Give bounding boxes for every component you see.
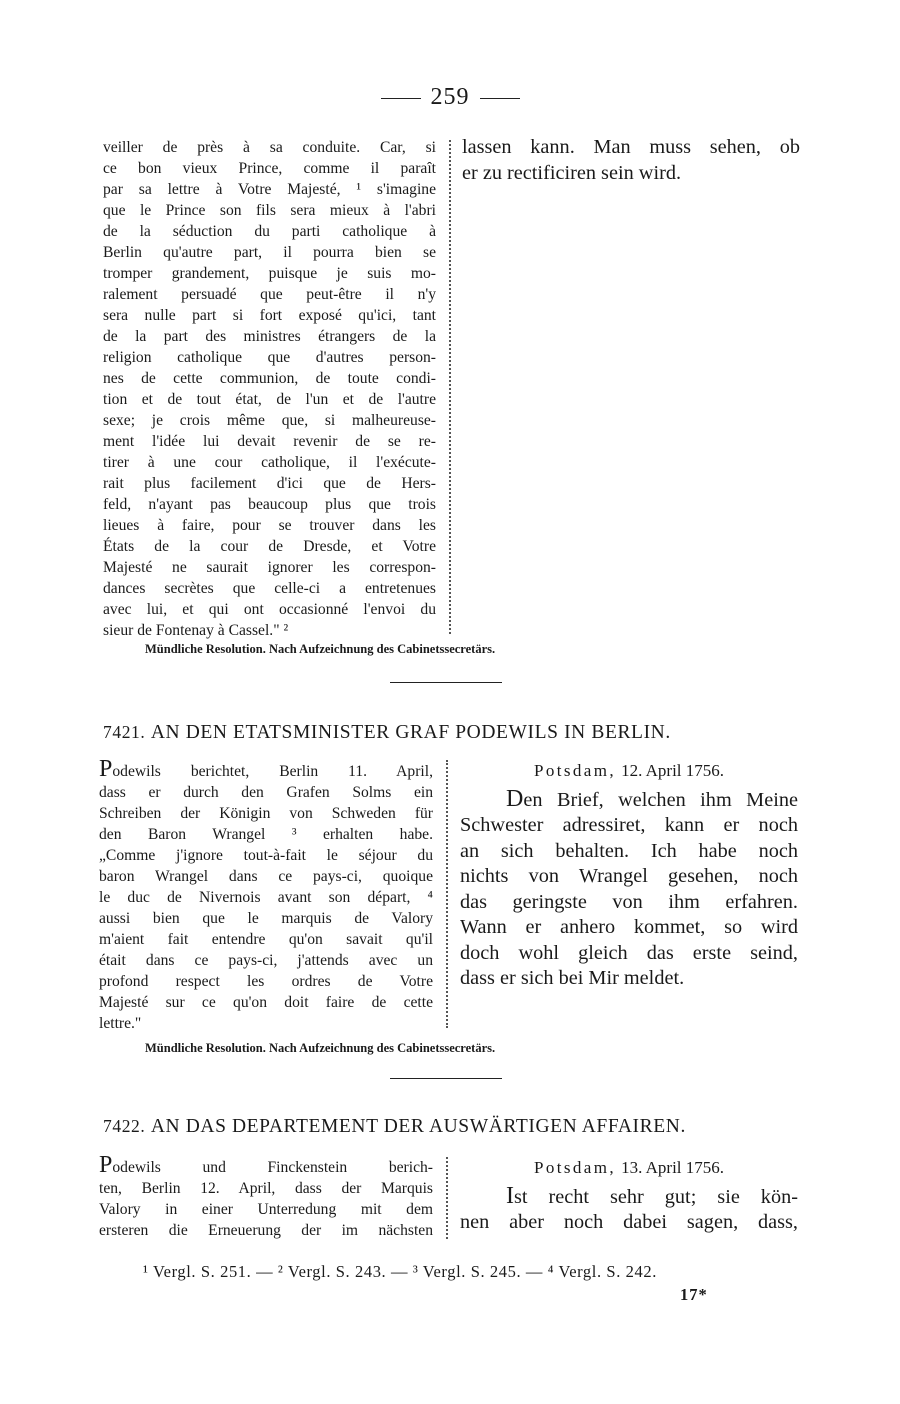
text-line: ten, Berlin 12. April, dass der Marquis <box>99 1180 433 1197</box>
text-line: sera nulle part si fort exposé qu'ici, tant <box>103 307 436 324</box>
text-line: le duc de Nivernois avant son départ, ⁴ <box>99 889 433 906</box>
text-line: tirer à une cour catholique, il l'exécute- <box>103 454 436 471</box>
text-line: veiller de près à sa conduite. Car, si <box>103 139 436 156</box>
footnotes: ¹ Vergl. S. 251. — ² Vergl. S. 243. — ³ Vergl. S. 245. — ⁴ Vergl. S. 242. <box>143 1262 657 1281</box>
text-line: baron Wrangel dans ce pays-ci, quoique <box>99 868 433 885</box>
text-line: den Baron Wrangel ³ erhalten habe. <box>99 826 433 843</box>
text-line: ralement persuadé que peut-être il n'y <box>103 286 436 303</box>
text-line: Majesté ne saurait ignorer les correspon- <box>103 559 436 576</box>
text-line: tion et de tout état, de l'un et de l'autre <box>103 391 436 408</box>
section-heading-7421 <box>103 722 671 744</box>
section-title: AN DAS DEPARTEMENT DER AUSWÄRTIGEN AFFAIREN. <box>150 1116 686 1137</box>
report-summary-text <box>99 782 433 1034</box>
text-line: était dans ce pays-ci, j'attends avec un <box>99 952 433 969</box>
text-line: lettre." <box>99 1015 142 1032</box>
text-line: religion catholique que d'autres person- <box>103 349 436 366</box>
text-line: Valory in einer Unterredung mit dem <box>99 1201 433 1218</box>
text-line: aussi bien que le marquis de Valory <box>99 910 433 927</box>
text-line: lieues à faire, pour se trouver dans les <box>103 517 436 534</box>
resolution-7422: Potsdam, 13. April 1756. Ist recht sehr gut; sie kön- nen aber noch dabei sagen, dass, <box>460 1155 798 1236</box>
text-line: États de la cour de Dresde, et Votre <box>103 538 436 555</box>
drop-cap: D <box>506 785 524 812</box>
continuation-right-column <box>462 135 800 186</box>
text-line: par sa lettre à Votre Majesté, ¹ s'imagine <box>103 181 436 198</box>
column-separator <box>446 1157 448 1239</box>
drop-cap: I <box>506 1182 514 1209</box>
page-number: 259 <box>430 84 470 110</box>
column-separator <box>446 760 448 1028</box>
text-line: nen aber noch dabei sagen, dass, <box>460 1211 798 1233</box>
text-line: profond respect les ordres de Votre <box>99 973 433 990</box>
resolution-note: Mündliche Resolution. Nach Aufzeichnung des Cabinetssecretärs. <box>145 642 496 656</box>
section-number: 7421. <box>103 722 146 742</box>
page-number-header <box>0 84 900 111</box>
continuation-left-text <box>103 137 436 641</box>
drop-cap: P <box>99 1152 113 1178</box>
text-line: Schwester adressiret, kann er noch <box>460 814 798 836</box>
text-line: ment l'idée lui devait revenir de se re- <box>103 433 436 450</box>
text-line: das geringste von ihm erfahren. <box>460 890 798 913</box>
text-line: de la séduction du parti catholique à <box>103 223 436 240</box>
header-dash-left <box>381 98 421 99</box>
drop-cap: P <box>99 756 113 782</box>
column-separator <box>449 140 451 634</box>
text-line: m'aient fait entendre qu'on savait qu'il <box>99 931 433 948</box>
resolution-text <box>460 1210 798 1236</box>
text-line: an sich behalten. Ich habe noch <box>460 839 798 862</box>
text-line: tromper grandement, puisque je suis mo- <box>103 265 436 282</box>
sheet-signature: 17* <box>680 1285 708 1304</box>
text-line: „Comme j'ignore tout-à-fait le séjour du <box>99 847 433 864</box>
text-line: dances secrètes que celle-ci a entretenues <box>103 580 436 597</box>
text-line: dass er durch den Grafen Solms ein <box>99 784 433 801</box>
dateline <box>460 1155 798 1181</box>
text-line: rait plus facilement d'ici que de Hers- <box>103 475 436 492</box>
resolution-7421: Potsdam, 12. April 1756. Den Brief, welchen ihm Meine Schwester adressiret, kann er noch an sich behalten. Ich habe noch nichts von Wrangel gesehen, noch das geringste von ihm erfahren. Wann er anhero kommet, so wird doch wohl gleich das erste seind, dass er sich bei Mir meldet. <box>460 758 798 992</box>
place-name: Potsdam, <box>533 1158 616 1177</box>
section-title: AN DEN ETATSMINISTER GRAF PODEWILS IN BERLIN. <box>150 722 671 743</box>
report-summary-7421: Podewils berichtet, Berlin 11. April, dass er durch den Grafen Solms ein Schreiben der Königin von Schweden für den Baron Wrangel ³ erhalten habe. „Comme j'ignore tout-à-fait le séjour du baron Wrangel dans ce pays-ci, quoique le duc de Nivernois avant son départ, ⁴ aussi bien que le marquis de Valory m'aient fait entendre qu'on savait qu'il était dans ce pays-ci, j'attends avec un profond respect les ordres de Votre Majesté sur ce qu'on doit faire de cette lettre." <box>99 756 433 1032</box>
continuation-left-column <box>103 137 436 641</box>
section-rule <box>390 682 502 683</box>
header-dash-right <box>480 98 520 99</box>
text-line: lassen kann. Man muss sehen, ob <box>462 136 800 158</box>
text-line: de la part des ministres étrangers de la <box>103 328 436 345</box>
text-line: dass er sich bei Mir meldet. <box>460 967 685 989</box>
text-line: nichts von Wrangel gesehen, noch <box>460 865 798 887</box>
text-line: que le Prince son fils sera mieux à l'abri <box>103 202 436 219</box>
continuation-right-text <box>462 135 800 186</box>
text-line: sieur de Fontenay à Cassel." ² <box>103 622 289 639</box>
section-heading-7422 <box>103 1116 686 1138</box>
text-line: feld, n'ayant pas beaucoup plus que trois <box>103 496 436 513</box>
text-line: Berlin qu'autre part, il pourra bien se <box>103 244 436 261</box>
text-line: Wann er anhero kommet, so wird <box>460 916 798 938</box>
resolution-note: Mündliche Resolution. Nach Aufzeichnung des Cabinetssecretärs. <box>145 1041 496 1055</box>
date: 12. April 1756. <box>621 761 725 780</box>
text-line: ersteren die Erneuerung der im nächsten <box>99 1222 433 1239</box>
text-line: doch wohl gleich das erste seind, <box>460 941 798 964</box>
text-line: Schreiben der Königin von Schweden für <box>99 805 433 822</box>
report-summary-text <box>99 1178 433 1241</box>
text-line: avec lui, et qui ont occasionné l'envoi du <box>103 601 436 618</box>
text-line: ce bon vieux Prince, comme il paraît <box>103 160 436 177</box>
section-number: 7422. <box>103 1116 146 1136</box>
text-line: er zu rectificiren sein wird. <box>462 161 682 184</box>
date: 13. April 1756. <box>621 1158 725 1177</box>
place-name: Potsdam, <box>533 761 616 780</box>
text-line: nes de cette communion, de toute condi- <box>103 370 436 387</box>
text-line: sexe; je crois même que, si malheureuse- <box>103 412 436 429</box>
dateline <box>460 758 798 784</box>
text-line: Majesté sur ce qu'on doit faire de cette <box>99 994 433 1011</box>
report-summary-7422: Podewils und Finckenstein berich- ten, Berlin 12. April, dass der Marquis Valory in einer Unterredung mit dem ersteren die Erneuerung der im nächsten <box>99 1152 433 1239</box>
resolution-text <box>460 813 798 992</box>
section-rule <box>390 1078 502 1079</box>
